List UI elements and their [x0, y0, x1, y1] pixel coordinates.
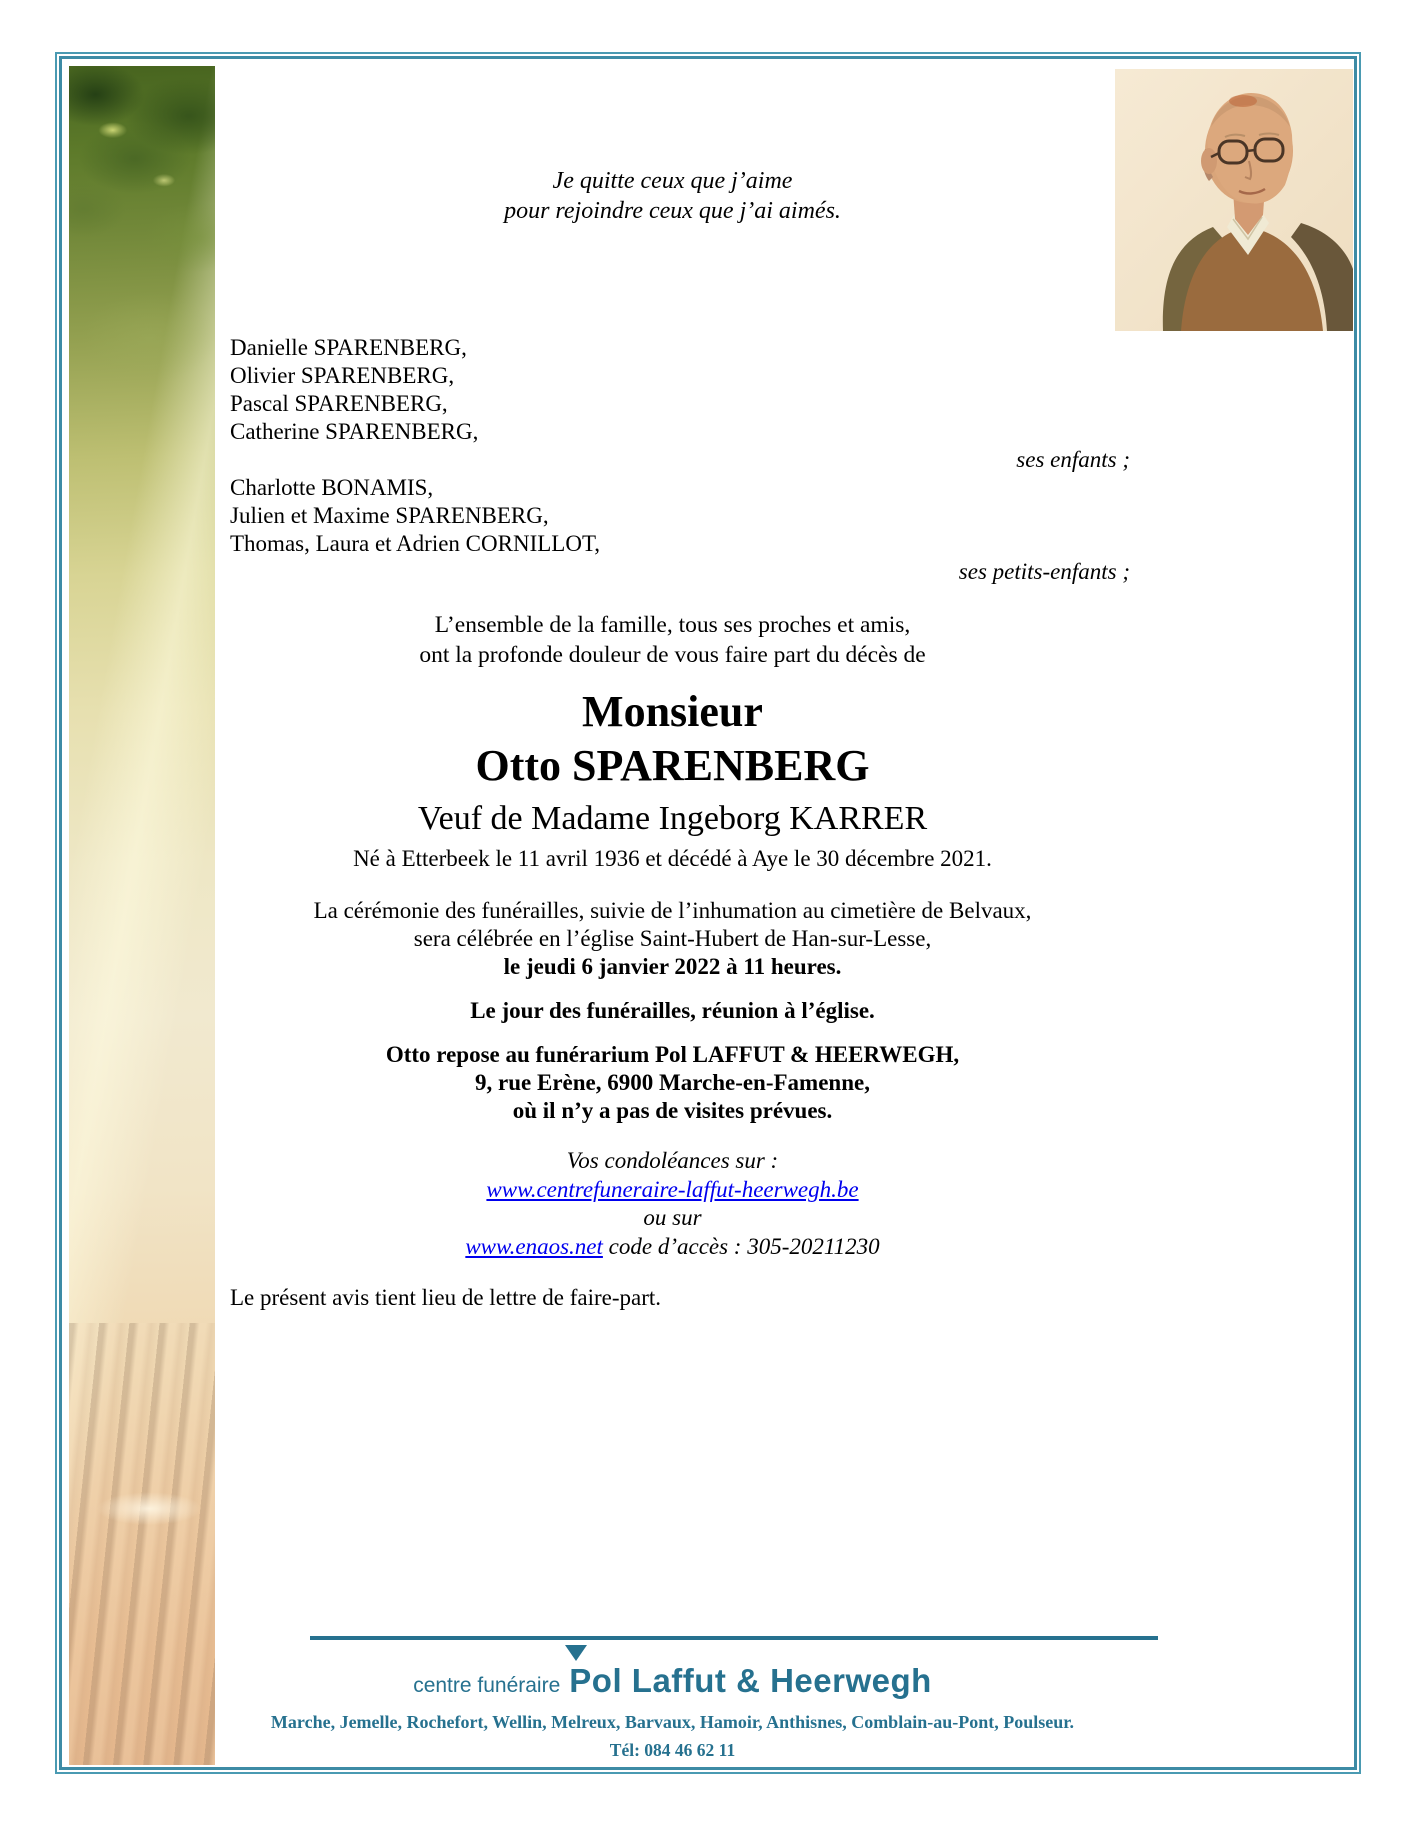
portrait-photo [1115, 69, 1353, 331]
child-name: Pascal SPARENBERG, [230, 391, 448, 416]
repose-line-1: Otto repose au funérarium Pol LAFFUT & HEERWEGH, [385, 1042, 960, 1067]
logo-brand-name [569, 1662, 932, 1700]
main-text-column [215, 0, 1130, 1833]
ceremony-details [215, 897, 1130, 981]
deceased-name: Otto SPARENBERG [475, 741, 870, 790]
portrait-illustration [1115, 69, 1353, 331]
logo-triangle-icon [565, 1645, 587, 1661]
deceased-title: Monsieur [582, 687, 763, 736]
deceased-life-dates: Né à Etterbeek le 11 avril 1936 et décédé à Aye le 30 décembre 2021. [353, 846, 992, 871]
announcement-line-1: L’ensemble de la famille, tous ses proches et amis, [434, 612, 911, 638]
logo-prefix: centre funéraire [413, 1674, 561, 1697]
child-name: Olivier SPARENBERG, [230, 363, 455, 388]
logo-brand-text: Pol Laffut & Heerwegh [569, 1662, 932, 1699]
family-list [215, 334, 1130, 586]
child-name: Danielle SPARENBERG, [230, 335, 467, 360]
condolences-link-centrefuneraire[interactable]: www.centrefuneraire-laffut-heerwegh.be [486, 1176, 859, 1202]
grandchild-name: Charlotte BONAMIS, [230, 475, 434, 500]
faire-part-notice: Le présent avis tient lieu de lettre de faire-part. [230, 1285, 662, 1310]
opening-quote [215, 166, 1130, 226]
deceased-relation: Veuf de Madame Ingeborg KARRER [417, 800, 928, 837]
funeral-home-logo [215, 1662, 1130, 1700]
forest-path-image [69, 66, 215, 1765]
condolences-link-enaos[interactable]: www.enaos.net [465, 1233, 603, 1259]
meeting-notice: Le jour des funérailles, réunion à l’église. [470, 998, 875, 1023]
condolences-or: ou sur [643, 1205, 702, 1230]
announcement-line-2: ont la profonde douleur de vous faire part du décès de [419, 642, 926, 668]
children-label: ses enfants ; [1016, 447, 1130, 472]
grandchild-name: Julien et Maxime SPARENBERG, [230, 503, 549, 528]
repose-details [215, 1041, 1130, 1125]
ceremony-line-2: sera célébrée en l’église Saint-Hubert de Han-sur-Lesse, [413, 926, 932, 951]
quote-line-1: Je quitte ceux que j’aime [552, 168, 793, 194]
repose-line-3: où il n’y a pas de visites prévues. [512, 1098, 833, 1123]
condolences-section [215, 1147, 1130, 1261]
access-code: code d’accès : 305-20211230 [608, 1233, 880, 1259]
ceremony-line-1: La cérémonie des funérailles, suivie de l’inhumation au cimetière de Belvaux, [313, 898, 1032, 923]
repose-line-2: 9, rue Erène, 6900 Marche-en-Famenne, [475, 1070, 870, 1095]
footer-phone: Tél: 084 46 62 11 [609, 1740, 736, 1760]
footer-locations: Marche, Jemelle, Rochefort, Wellin, Melreux, Barvaux, Hamoir, Anthisnes, Comblain-au-Pont, Poulseur. [270, 1712, 1075, 1732]
announcement-text [215, 610, 1130, 670]
child-name: Catherine SPARENBERG, [230, 419, 479, 444]
ceremony-date-time: le jeudi 6 janvier 2022 à 11 heures. [503, 954, 842, 979]
quote-line-2: pour rejoindre ceux que j’ai aimés. [504, 198, 841, 224]
grandchild-name: Thomas, Laura et Adrien CORNILLOT, [230, 531, 601, 556]
footer-divider [310, 1636, 1158, 1640]
condolences-intro: Vos condoléances sur : [566, 1148, 779, 1173]
grandchildren-label: ses petits-enfants ; [958, 559, 1130, 584]
